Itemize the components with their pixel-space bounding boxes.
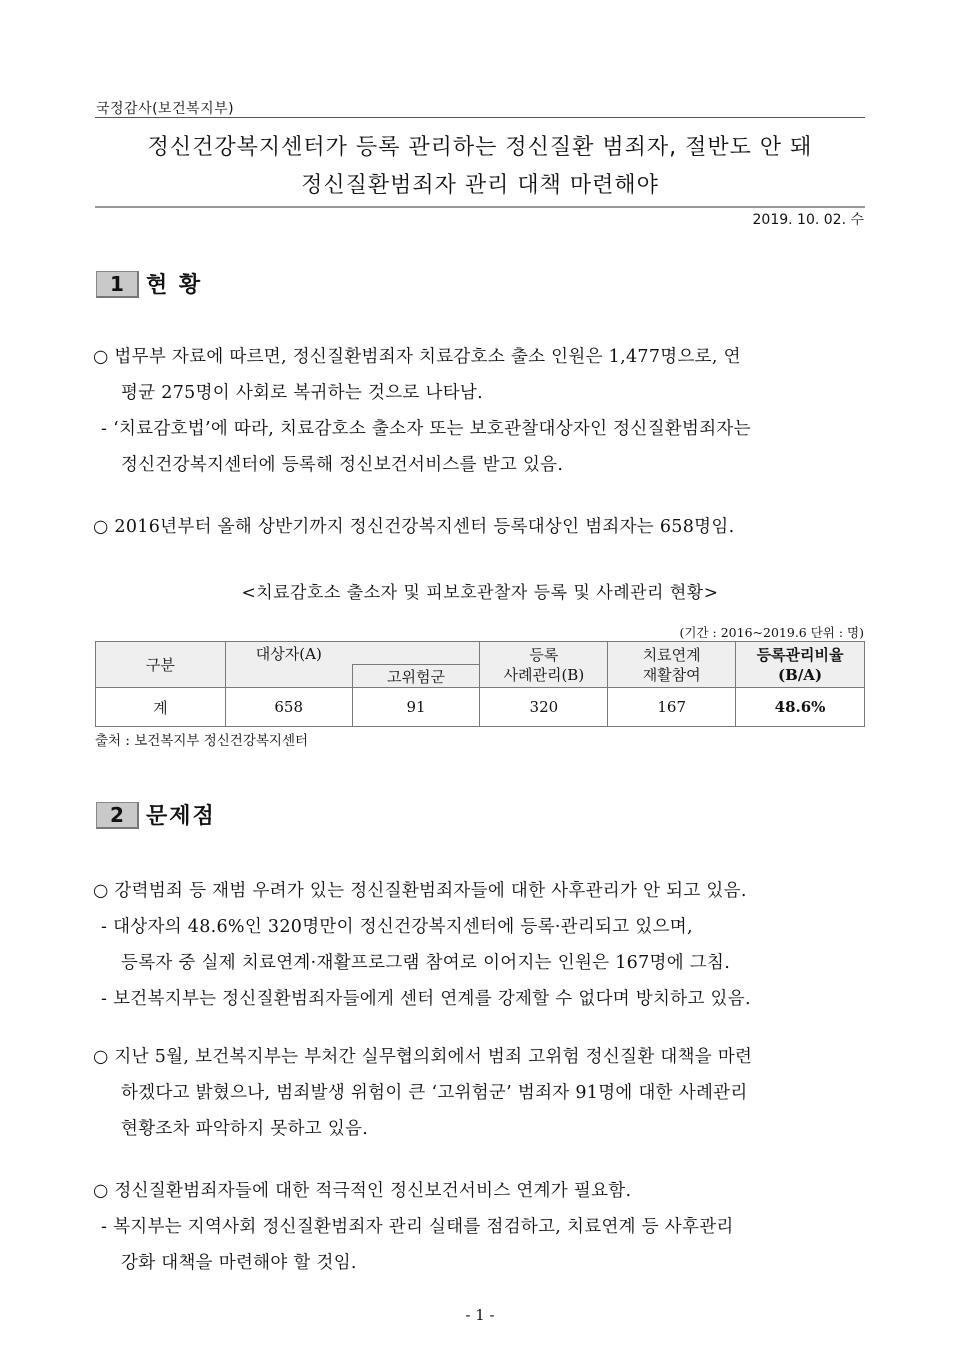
cell-category: 계	[96, 688, 226, 727]
header-ratio-line2: (B/A)	[778, 665, 823, 684]
document-title-line2: 정신질환범죄자 관리 대책 마련해야	[301, 173, 659, 198]
cell-registered: 320	[480, 688, 608, 727]
section-title-2: 문제점	[146, 804, 216, 829]
section1-paragraph-2	[93, 509, 868, 545]
title-rule	[95, 206, 865, 208]
header-high-risk: 고위험군	[352, 665, 480, 688]
text-line: - 보건복지부는 정신질환범죄자들에게 센터 연계를 강제할 수 없다며 방치하고 있음.	[101, 989, 751, 1009]
header-target-spacer	[225, 665, 352, 688]
cell-high-risk: 91	[352, 688, 480, 727]
text-line: - 대상자의 48.6%인 320명만이 정신건강복지센터에 등록·관리되고 있으며,	[101, 917, 693, 937]
document-title-line1: 정신건강복지센터가 등록 관리하는 정신질환 범죄자, 절반도 안 돼	[147, 135, 813, 160]
header-registered-line2: 사례관리(B)	[503, 665, 585, 684]
text-line: 하겠다고 밝혔으나, 범죄발생 위험이 큰 ‘고위험군’ 범죄자 91명에 대한 사례관리	[121, 1083, 748, 1103]
text-line: 정신건강복지센터에 등록해 정신보건서비스를 받고 있음.	[121, 455, 564, 475]
cell-ratio: 48.6%	[736, 688, 865, 727]
header-category: 구분	[96, 642, 226, 688]
page-number: - 1 -	[465, 1306, 495, 1324]
text-line: ○ 법무부 자료에 따르면, 정신질환범죄자 치료감호소 출소 인원은 1,477명으로, 연	[93, 347, 741, 367]
text-line: ○ 강력범죄 등 재범 우려가 있는 정신질환범죄자들에 대한 사후관리가 안 되고 있음.	[93, 881, 747, 901]
section-number-2: 2	[96, 802, 139, 829]
org-label: 국정감사(보건복지부)	[96, 101, 235, 117]
header-ratio	[736, 642, 865, 688]
text-line: ○ 2016년부터 올해 상반기까지 정신건강복지센터 등록대상인 범죄자는 658명임.	[93, 517, 735, 537]
document-date: 2019. 10. 02. 수	[752, 212, 864, 228]
cell-target: 658	[225, 688, 352, 727]
text-line: ○ 지난 5월, 보건복지부는 부처간 실무협의회에서 범죄 고위험 정신질환 대책을 마련	[93, 1047, 753, 1067]
section2-paragraph-2	[93, 1039, 868, 1147]
header-ratio-line1: 등록관리비율	[756, 645, 844, 664]
header-treatment-line2: 재활참여	[642, 665, 701, 684]
table-source: 출처 : 보건복지부 정신건강복지센터	[95, 733, 309, 749]
section2-paragraph-3	[93, 1173, 868, 1281]
header-rule	[95, 117, 865, 118]
header-treatment	[608, 642, 736, 688]
text-line: ○ 정신질환범죄자들에 대한 적극적인 정신보건서비스 연계가 필요함.	[93, 1181, 632, 1201]
text-line: - ‘치료감호법’에 따라, 치료감호소 출소자 또는 보호관찰대상자인 정신질환범죄자는	[101, 419, 751, 439]
header-registered	[480, 642, 608, 688]
header-registered-line1: 등록	[529, 645, 559, 664]
header-target: 대상자(A)	[225, 642, 480, 665]
cell-treatment: 167	[608, 688, 736, 727]
text-line: 등록자 중 실제 치료연계·재활프로그램 참여로 이어지는 인원은 167명에 그침.	[121, 953, 731, 973]
table-row	[96, 688, 865, 727]
section-title-1: 현 황	[146, 273, 203, 298]
text-line: 현황조차 파악하지 못하고 있음.	[121, 1119, 369, 1139]
section2-paragraph-1	[93, 873, 868, 1017]
text-line: 평균 275명이 사회로 복귀하는 것으로 나타남.	[121, 383, 483, 403]
registration-status-table	[95, 641, 865, 727]
header-treatment-line1: 치료연계	[642, 645, 701, 664]
text-line: 강화 대책을 마련해야 할 것임.	[121, 1253, 357, 1273]
section1-paragraph-1	[93, 339, 868, 483]
section-number-1: 1	[96, 271, 139, 298]
table-caption: <치료감호소 출소자 및 피보호관찰자 등록 및 사례관리 현황>	[241, 583, 719, 603]
table-unit-note: (기간 : 2016~2019.6 단위 : 명)	[679, 625, 864, 640]
text-line: - 복지부는 지역사회 정신질환범죄자 관리 실태를 점검하고, 치료연계 등 사후관리	[101, 1217, 734, 1237]
